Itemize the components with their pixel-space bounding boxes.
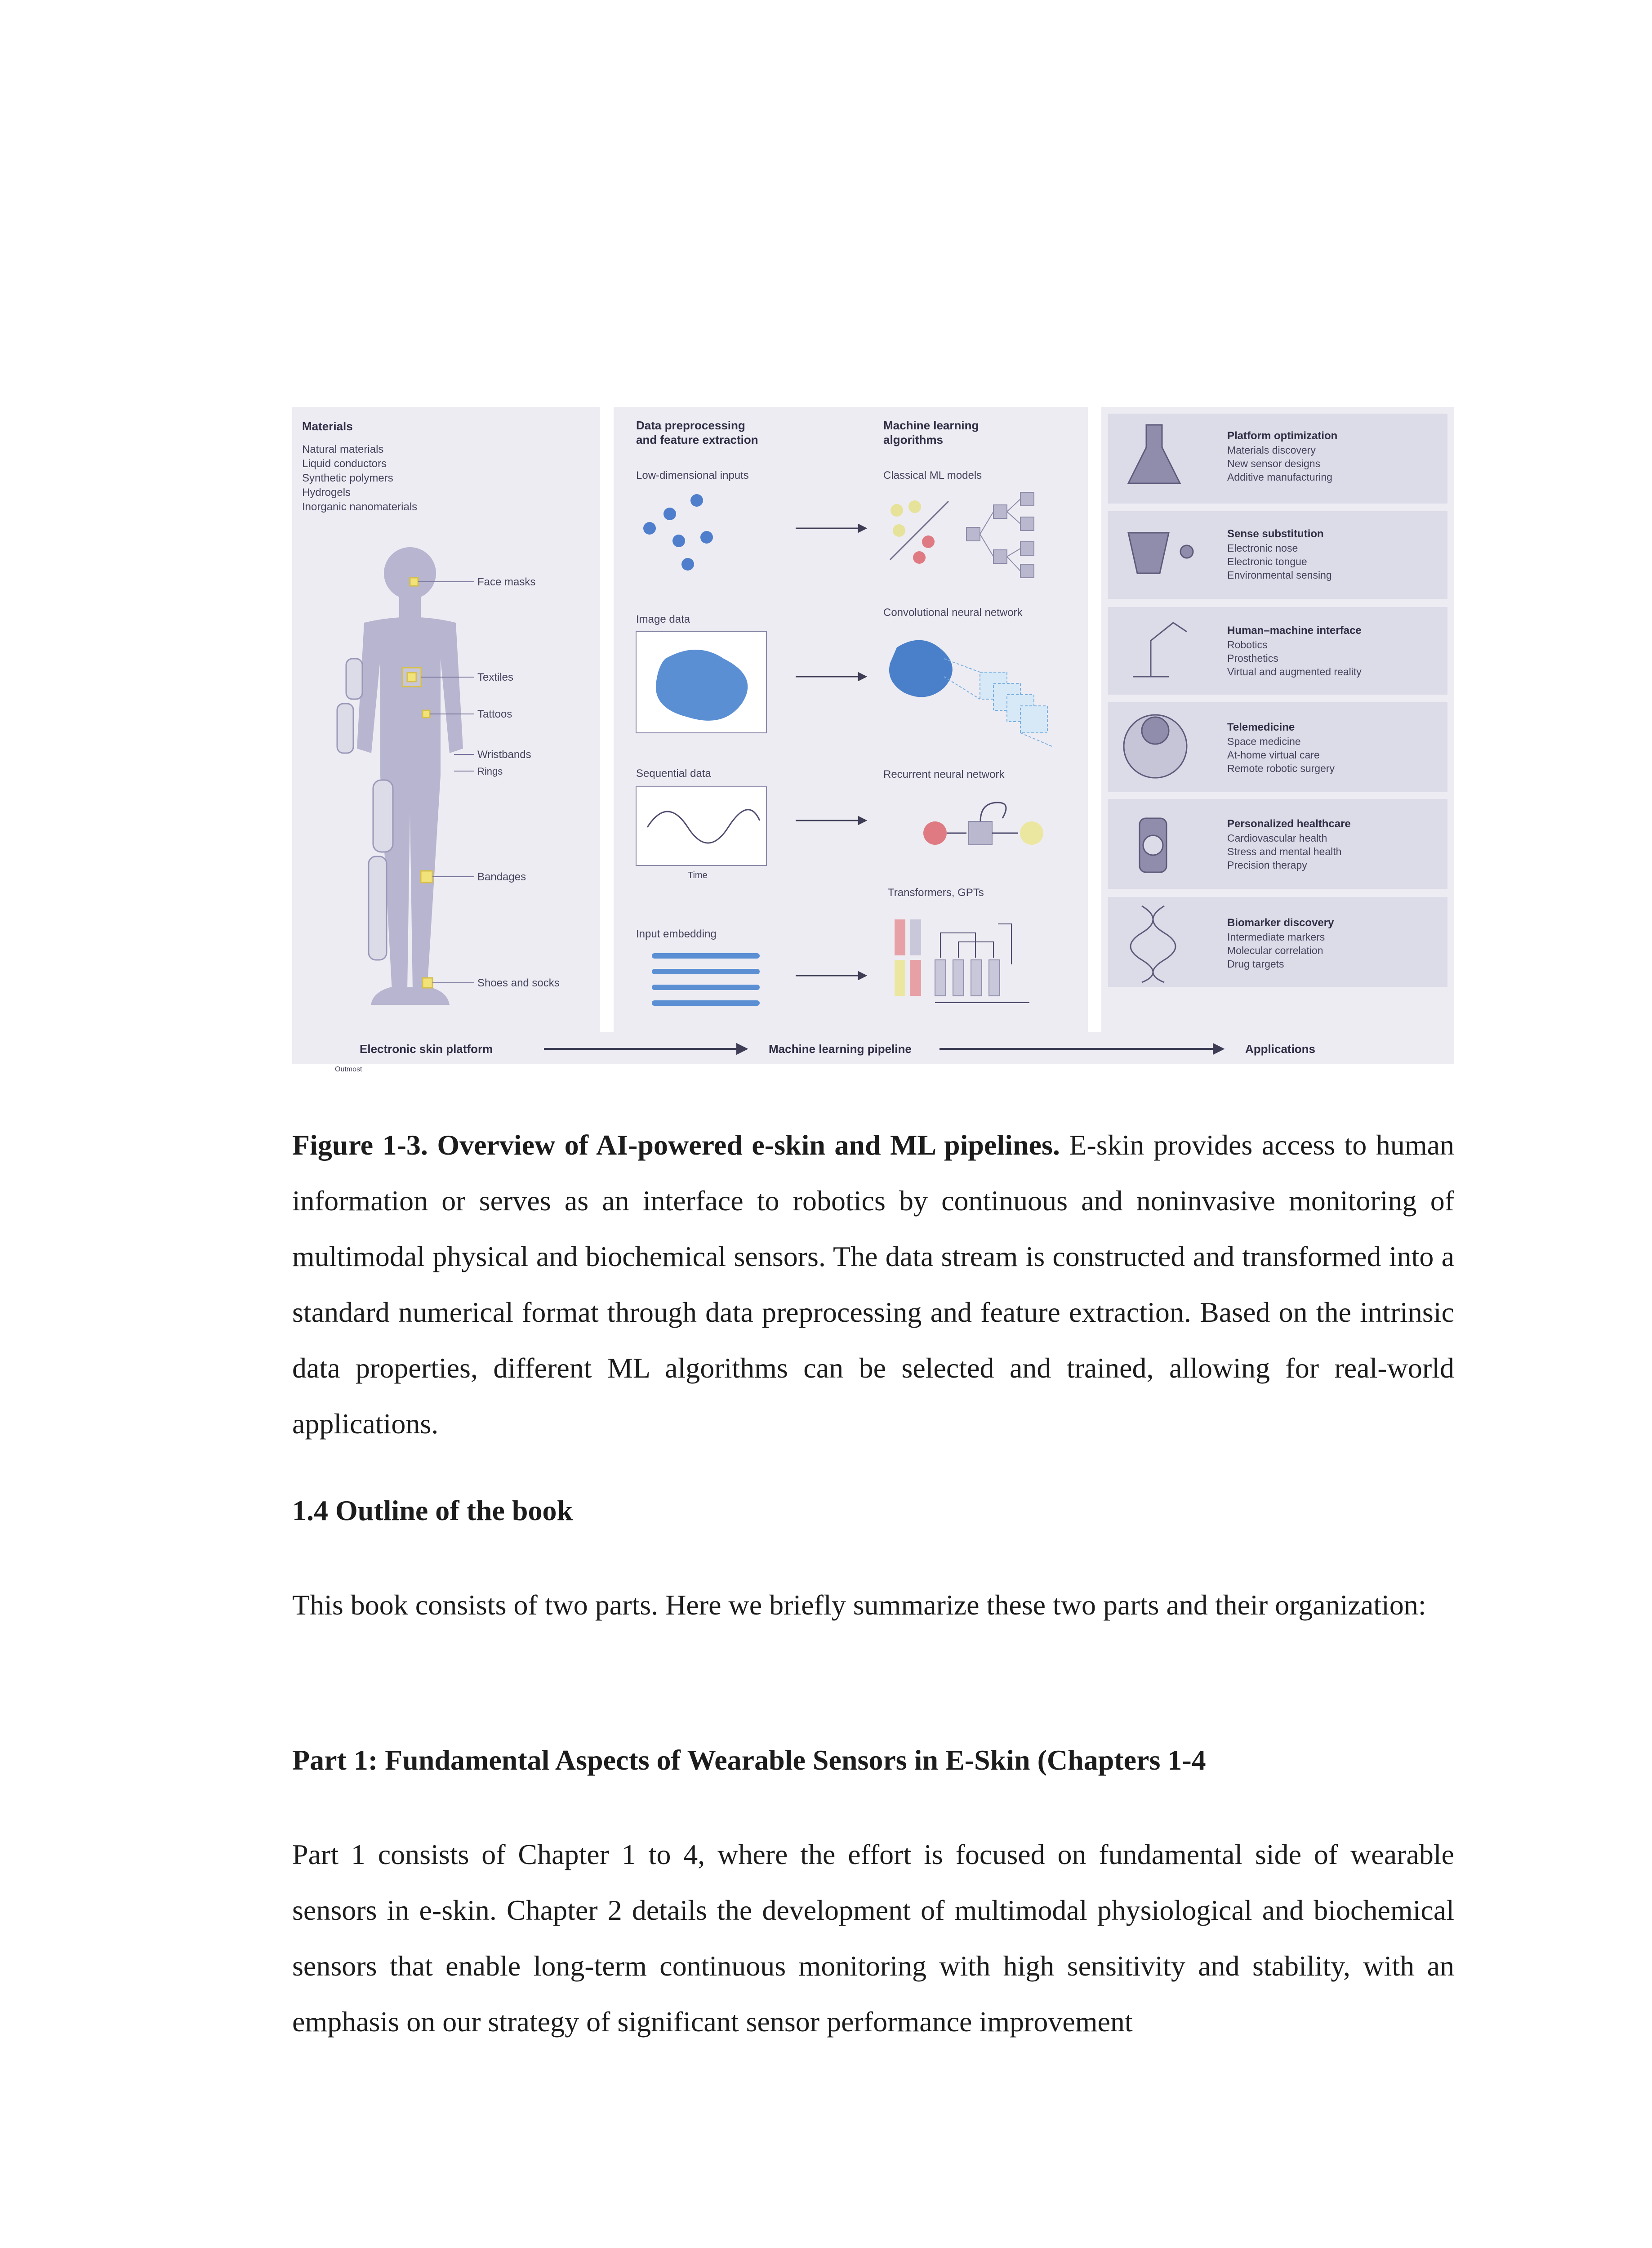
classical-ml-label: Classical ML models [883, 469, 982, 482]
app-item: Prosthetics [1227, 652, 1278, 664]
ml-title-2: algorithms [883, 433, 943, 446]
figure-diagram [292, 407, 1454, 1073]
body-label: Bandages [477, 871, 526, 883]
sequential-data-label: Sequential data [636, 767, 711, 780]
app-item: Stress and mental health [1227, 846, 1342, 857]
body-label: Textiles [477, 671, 514, 683]
body-label: Shoes and socks [477, 977, 560, 989]
caption-title: Figure 1-3. Overview of AI-powered e-skin and ML pipelines. [292, 1129, 1060, 1161]
app-item: Robotics [1227, 639, 1268, 651]
caption-body: E-skin provides access to human information or serves as an interface to robotics by continuous and noninvasive monitoring of multimodal physical and biochemical sensors. The data stream is constructed and transformed into a standard numerical format through data preprocessing and feature extraction. Based on the intrinsic data properties, different ML algorithms can be selected and trained, allowing for real-world applications. [292, 1129, 1455, 1440]
material-item: Natural materials [302, 443, 384, 455]
app-item: Molecular correlation [1227, 945, 1323, 956]
app-title: Telemedicine [1227, 721, 1295, 733]
preprocessing-title: Data preprocessing [636, 419, 745, 432]
figure-caption [292, 1117, 1454, 1452]
app-item: New sensor designs [1227, 458, 1321, 469]
body-label: Face masks [477, 576, 536, 588]
section-heading: 1.4 Outline of the book [292, 1494, 573, 1526]
material-item: Synthetic polymers [302, 472, 393, 484]
footer-platform: Electronic skin platform [360, 1042, 493, 1056]
material-item: Hydrogels [302, 486, 351, 499]
material-item: Inorganic nanomaterials [302, 501, 418, 513]
rnn-label: Recurrent neural network [883, 768, 1005, 781]
body-label: Wristbands [477, 749, 531, 761]
sequential-data-frame [636, 787, 766, 865]
app-item: Cardiovascular health [1227, 832, 1327, 844]
app-item: Virtual and augmented reality [1227, 666, 1362, 678]
figure-overview [292, 407, 1454, 1073]
cnn-label: Convolutional neural network [883, 607, 1023, 619]
drop-icon [1180, 545, 1193, 558]
app-item: Materials discovery [1227, 444, 1316, 456]
app-item: At-home virtual care [1227, 749, 1320, 761]
part1-heading: Part 1: Fundamental Aspects of Wearable Sensors in E-Skin (Chapters 1-4 [292, 1744, 1206, 1776]
time-label: Time [688, 870, 708, 880]
preprocessing-title-2: and feature extraction [636, 433, 758, 446]
material-item: Liquid conductors [302, 458, 387, 470]
footer-applications: Applications [1245, 1042, 1316, 1056]
transformers-label: Transformers, GPTs [888, 887, 984, 899]
app-item: Environmental sensing [1227, 569, 1332, 581]
app-item: Additive manufacturing [1227, 471, 1332, 483]
image-data-label: Image data [636, 613, 690, 625]
app-title: Biomarker discovery [1227, 917, 1334, 929]
app-item: Remote robotic surgery [1227, 763, 1335, 774]
low-dim-label: Low-dimensional inputs [636, 469, 749, 482]
section-intro: This book consists of two parts. Here we briefly summarize these two parts and their organization: [292, 1589, 1426, 1621]
input-embedding-label: Input embedding [636, 928, 717, 940]
app-item: Intermediate markers [1227, 931, 1325, 943]
app-title: Personalized healthcare [1227, 818, 1351, 830]
small-label: Outmost [335, 1066, 362, 1073]
part1-body: Part 1 consists of Chapter 1 to 4, where the effort is focused on fundamental side of wearable sensors in e-skin. Chapter 2 details the development of multimodal physiological and biochemical sensors that enable long-term continuous monitoring with high sensitivity and stability, with an emphasis on our strategy of significant sensor performance improvement [292, 1838, 1454, 2038]
app-item: Electronic tongue [1227, 556, 1307, 567]
app-item: Precision therapy [1227, 859, 1307, 871]
app-title: Platform optimization [1227, 430, 1338, 442]
materials-title: Materials [302, 419, 353, 433]
body-label: Tattoos [477, 708, 512, 720]
app-item: Space medicine [1227, 736, 1301, 747]
ml-title: Machine learning [883, 419, 979, 432]
footer-pipeline: Machine learning pipeline [769, 1042, 912, 1056]
app-item: Drug targets [1227, 958, 1284, 970]
app-title: Sense substitution [1227, 528, 1324, 540]
app-item: Electronic nose [1227, 542, 1298, 554]
app-title: Human–machine interface [1227, 624, 1362, 637]
body-label: Rings [477, 766, 503, 777]
